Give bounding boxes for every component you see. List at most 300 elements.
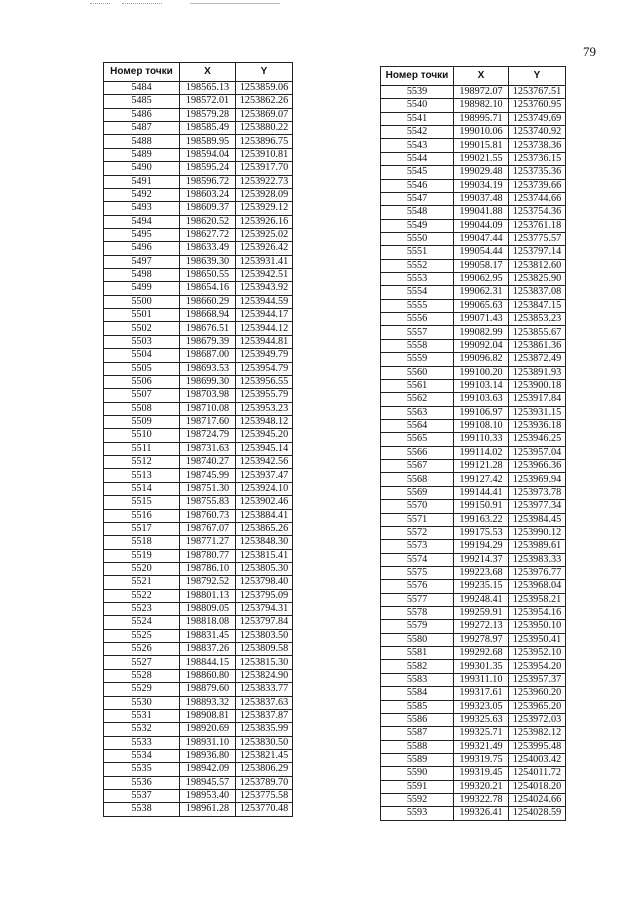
- cell-y: 1253952.10: [509, 647, 566, 660]
- cell-y: 1253917.70: [236, 162, 293, 175]
- cell-x: 198942.09: [180, 763, 236, 776]
- cell-y: 1253754.36: [509, 206, 566, 219]
- table-row: [381, 526, 566, 539]
- table-row: [104, 656, 293, 669]
- table-row: [381, 740, 566, 753]
- table-row: [104, 763, 293, 776]
- cell-point-number: 5563: [381, 406, 454, 419]
- cell-x: 198633.49: [180, 242, 236, 255]
- table-row: [381, 152, 566, 165]
- cell-x: 199320.21: [454, 780, 509, 793]
- table-row: [104, 362, 293, 375]
- cell-x: 199071.43: [454, 313, 509, 326]
- cell-x: 198650.55: [180, 269, 236, 282]
- cell-point-number: 5499: [104, 282, 180, 295]
- cell-point-number: 5514: [104, 482, 180, 495]
- cell-point-number: 5528: [104, 669, 180, 682]
- cell-y: 1253884.41: [236, 509, 293, 522]
- table-row: [104, 322, 293, 335]
- cell-y: 1253928.09: [236, 188, 293, 201]
- cell-point-number: 5567: [381, 460, 454, 473]
- cell-x: 198679.39: [180, 335, 236, 348]
- cell-point-number: 5538: [104, 803, 180, 816]
- cell-y: 1253944.12: [236, 322, 293, 335]
- table-row: [104, 469, 293, 482]
- cell-y: 1253862.26: [236, 95, 293, 108]
- cell-y: 1253900.18: [509, 379, 566, 392]
- cell-y: 1253767.51: [509, 86, 566, 99]
- cell-point-number: 5555: [381, 299, 454, 312]
- cell-x: 198936.80: [180, 749, 236, 762]
- cell-x: 199047.44: [454, 232, 509, 245]
- cell-point-number: 5591: [381, 780, 454, 793]
- cell-y: 1253775.57: [509, 232, 566, 245]
- cell-x: 199319.75: [454, 753, 509, 766]
- cell-x: 198945.57: [180, 776, 236, 789]
- cell-y: 1253872.49: [509, 353, 566, 366]
- cell-y: 1253977.34: [509, 500, 566, 513]
- cell-x: 198760.73: [180, 509, 236, 522]
- cell-point-number: 5547: [381, 192, 454, 205]
- cell-x: 198818.08: [180, 616, 236, 629]
- table-row: [104, 202, 293, 215]
- cell-x: 198717.60: [180, 415, 236, 428]
- cell-point-number: 5577: [381, 593, 454, 606]
- cell-y: 1253973.78: [509, 486, 566, 499]
- cell-x: 199311.10: [454, 673, 509, 686]
- cell-y: 1253942.51: [236, 269, 293, 282]
- cell-x: 198660.29: [180, 295, 236, 308]
- cell-y: 1253944.59: [236, 295, 293, 308]
- cell-x: 199029.48: [454, 166, 509, 179]
- cell-point-number: 5576: [381, 580, 454, 593]
- table-row: [381, 273, 566, 286]
- cell-point-number: 5571: [381, 513, 454, 526]
- cell-point-number: 5490: [104, 162, 180, 175]
- table-row: [104, 429, 293, 442]
- cell-point-number: 5536: [104, 776, 180, 789]
- cell-y: 1253926.42: [236, 242, 293, 255]
- table-row: [381, 794, 566, 807]
- table-row: [104, 148, 293, 161]
- cell-x: 198572.01: [180, 95, 236, 108]
- table-row: [104, 723, 293, 736]
- cell-y: 1253809.58: [236, 643, 293, 656]
- cell-y: 1253984.45: [509, 513, 566, 526]
- cell-point-number: 5494: [104, 215, 180, 228]
- cell-x: 199062.31: [454, 286, 509, 299]
- cell-point-number: 5548: [381, 206, 454, 219]
- cell-y: 1253944.81: [236, 335, 293, 348]
- cell-y: 1253989.61: [509, 540, 566, 553]
- cell-y: 1253937.47: [236, 469, 293, 482]
- cell-x: 198831.45: [180, 629, 236, 642]
- cell-point-number: 5539: [381, 86, 454, 99]
- cell-x: 198596.72: [180, 175, 236, 188]
- table-row: [381, 580, 566, 593]
- table-row: [104, 82, 293, 95]
- cell-y: 1253855.67: [509, 326, 566, 339]
- coordinates-table-left: [103, 62, 293, 817]
- table-row: [104, 603, 293, 616]
- cell-y: 1253965.20: [509, 700, 566, 713]
- cell-x: 198893.32: [180, 696, 236, 709]
- cell-x: 199103.14: [454, 379, 509, 392]
- cell-point-number: 5531: [104, 709, 180, 722]
- cell-x: 199010.06: [454, 126, 509, 139]
- cell-x: 199259.91: [454, 607, 509, 620]
- cell-x: 198982.10: [454, 99, 509, 112]
- cell-x: 198837.26: [180, 643, 236, 656]
- cell-y: 1253821.45: [236, 749, 293, 762]
- cell-y: 1253943.92: [236, 282, 293, 295]
- cell-y: 1253931.41: [236, 255, 293, 268]
- cell-y: 1253853.23: [509, 313, 566, 326]
- table-row: [381, 326, 566, 339]
- cell-y: 1253789.70: [236, 776, 293, 789]
- table-row: [104, 576, 293, 589]
- cell-point-number: 5503: [104, 335, 180, 348]
- cell-x: 198801.13: [180, 589, 236, 602]
- cell-point-number: 5580: [381, 633, 454, 646]
- cell-y: 1253982.12: [509, 727, 566, 740]
- cell-point-number: 5573: [381, 540, 454, 553]
- cell-x: 199301.35: [454, 660, 509, 673]
- cell-x: 199319.45: [454, 767, 509, 780]
- cell-x: 198745.99: [180, 469, 236, 482]
- cell-point-number: 5517: [104, 522, 180, 535]
- cell-point-number: 5561: [381, 379, 454, 392]
- table-body-left: [104, 82, 293, 817]
- cell-x: 198953.40: [180, 790, 236, 803]
- cell-x: 199034.19: [454, 179, 509, 192]
- cell-x: 199292.68: [454, 647, 509, 660]
- table-row: [104, 629, 293, 642]
- table-row: [381, 647, 566, 660]
- table-row: [104, 188, 293, 201]
- cell-point-number: 5581: [381, 647, 454, 660]
- cell-y: 1253770.48: [236, 803, 293, 816]
- cell-point-number: 5525: [104, 629, 180, 642]
- cell-y: 1253833.77: [236, 683, 293, 696]
- cell-point-number: 5549: [381, 219, 454, 232]
- cell-point-number: 5533: [104, 736, 180, 749]
- cell-x: 198693.53: [180, 362, 236, 375]
- table-row: [381, 313, 566, 326]
- cell-point-number: 5497: [104, 255, 180, 268]
- cell-y: 1253739.66: [509, 179, 566, 192]
- cell-point-number: 5526: [104, 643, 180, 656]
- cell-point-number: 5488: [104, 135, 180, 148]
- table-row: [381, 460, 566, 473]
- table-row: [381, 166, 566, 179]
- cell-point-number: 5535: [104, 763, 180, 776]
- table-row: [381, 660, 566, 673]
- table-row: [381, 633, 566, 646]
- cell-y: 1253824.90: [236, 669, 293, 682]
- table-row: [104, 282, 293, 295]
- cell-x: 199325.63: [454, 713, 509, 726]
- cell-x: 198699.30: [180, 375, 236, 388]
- table-row: [104, 776, 293, 789]
- cell-x: 199144.41: [454, 486, 509, 499]
- table-row: [381, 780, 566, 793]
- cell-y: 1253995.48: [509, 740, 566, 753]
- cell-point-number: 5487: [104, 122, 180, 135]
- cell-x: 198809.05: [180, 603, 236, 616]
- cell-point-number: 5587: [381, 727, 454, 740]
- scan-artifact-line: [122, 3, 162, 5]
- cell-y: 1253949.79: [236, 349, 293, 362]
- table-row: [104, 415, 293, 428]
- cell-y: 1253945.14: [236, 442, 293, 455]
- cell-point-number: 5590: [381, 767, 454, 780]
- cell-x: 198931.10: [180, 736, 236, 749]
- cell-x: 199108.10: [454, 419, 509, 432]
- cell-y: 1253929.12: [236, 202, 293, 215]
- table-row: [381, 379, 566, 392]
- cell-x: 199037.48: [454, 192, 509, 205]
- cell-point-number: 5512: [104, 456, 180, 469]
- cell-y: 1253960.20: [509, 687, 566, 700]
- cell-point-number: 5558: [381, 339, 454, 352]
- cell-x: 199323.05: [454, 700, 509, 713]
- cell-x: 199214.37: [454, 553, 509, 566]
- table-row: [104, 442, 293, 455]
- cell-x: 199100.20: [454, 366, 509, 379]
- cell-x: 198740.27: [180, 456, 236, 469]
- cell-point-number: 5532: [104, 723, 180, 736]
- cell-point-number: 5486: [104, 108, 180, 121]
- cell-x: 198595.24: [180, 162, 236, 175]
- cell-y: 1253955.79: [236, 389, 293, 402]
- cell-y: 1253812.60: [509, 259, 566, 272]
- cell-y: 1253837.87: [236, 709, 293, 722]
- cell-y: 1253744.66: [509, 192, 566, 205]
- table-row: [381, 192, 566, 205]
- cell-y: 1253902.46: [236, 496, 293, 509]
- cell-point-number: 5552: [381, 259, 454, 272]
- table-row: [104, 589, 293, 602]
- cell-x: 199106.97: [454, 406, 509, 419]
- cell-x: 199321.49: [454, 740, 509, 753]
- cell-point-number: 5513: [104, 469, 180, 482]
- cell-point-number: 5588: [381, 740, 454, 753]
- cell-point-number: 5518: [104, 536, 180, 549]
- column-header-y: Y: [509, 67, 566, 86]
- table-row: [104, 669, 293, 682]
- cell-y: 1253848.30: [236, 536, 293, 549]
- cell-y: 1253946.25: [509, 433, 566, 446]
- cell-point-number: 5551: [381, 246, 454, 259]
- cell-point-number: 5550: [381, 232, 454, 245]
- cell-x: 199044.09: [454, 219, 509, 232]
- page-number: 79: [583, 44, 596, 59]
- table-row: [104, 375, 293, 388]
- cell-x: 198687.00: [180, 349, 236, 362]
- table-row: [381, 99, 566, 112]
- table-row: [381, 673, 566, 686]
- table-row: [381, 700, 566, 713]
- table-row: [104, 162, 293, 175]
- cell-point-number: 5540: [381, 99, 454, 112]
- cell-x: 198565.13: [180, 82, 236, 95]
- cell-point-number: 5522: [104, 589, 180, 602]
- cell-y: 1253936.18: [509, 419, 566, 432]
- cell-x: 198780.77: [180, 549, 236, 562]
- cell-x: 199163.22: [454, 513, 509, 526]
- scan-artifact-line: [90, 3, 110, 5]
- cell-point-number: 5543: [381, 139, 454, 152]
- cell-y: 1253797.14: [509, 246, 566, 259]
- cell-x: 198710.08: [180, 402, 236, 415]
- table-row: [104, 803, 293, 816]
- cell-y: 1253950.41: [509, 633, 566, 646]
- cell-point-number: 5554: [381, 286, 454, 299]
- cell-x: 198844.15: [180, 656, 236, 669]
- cell-point-number: 5500: [104, 295, 180, 308]
- cell-x: 199082.99: [454, 326, 509, 339]
- cell-x: 198786.10: [180, 562, 236, 575]
- cell-point-number: 5534: [104, 749, 180, 762]
- cell-point-number: 5583: [381, 673, 454, 686]
- cell-point-number: 5559: [381, 353, 454, 366]
- cell-y: 1253880.22: [236, 122, 293, 135]
- column-header-x: X: [454, 67, 509, 86]
- cell-x: 198579.28: [180, 108, 236, 121]
- cell-point-number: 5495: [104, 228, 180, 241]
- cell-x: 199103.63: [454, 393, 509, 406]
- cell-y: 1253968.04: [509, 580, 566, 593]
- cell-point-number: 5527: [104, 656, 180, 669]
- cell-x: 198920.69: [180, 723, 236, 736]
- cell-x: 198755.83: [180, 496, 236, 509]
- table-row: [104, 228, 293, 241]
- cell-y: 1253740.92: [509, 126, 566, 139]
- cell-point-number: 5572: [381, 526, 454, 539]
- cell-x: 199278.97: [454, 633, 509, 646]
- cell-point-number: 5509: [104, 415, 180, 428]
- table-row: [381, 286, 566, 299]
- cell-y: 1253830.50: [236, 736, 293, 749]
- table-row: [104, 242, 293, 255]
- table-row: [381, 406, 566, 419]
- cell-y: 1253865.26: [236, 522, 293, 535]
- cell-point-number: 5542: [381, 126, 454, 139]
- cell-point-number: 5566: [381, 446, 454, 459]
- table-row: [104, 269, 293, 282]
- table-row: [104, 549, 293, 562]
- table-row: [381, 112, 566, 125]
- table-row: [381, 687, 566, 700]
- cell-y: 1253924.10: [236, 482, 293, 495]
- table-row: [381, 219, 566, 232]
- table-row: [381, 206, 566, 219]
- cell-point-number: 5519: [104, 549, 180, 562]
- table-row: [381, 259, 566, 272]
- table-header-row: [381, 67, 566, 86]
- table-row: [104, 95, 293, 108]
- cell-point-number: 5586: [381, 713, 454, 726]
- table-row: [104, 135, 293, 148]
- cell-point-number: 5557: [381, 326, 454, 339]
- table-row: [104, 696, 293, 709]
- cell-y: 1253859.06: [236, 82, 293, 95]
- cell-point-number: 5502: [104, 322, 180, 335]
- cell-x: 198594.04: [180, 148, 236, 161]
- cell-y: 1253931.15: [509, 406, 566, 419]
- table-row: [381, 593, 566, 606]
- cell-point-number: 5492: [104, 188, 180, 201]
- table-row: [104, 122, 293, 135]
- table-row: [381, 807, 566, 820]
- cell-y: 1253896.75: [236, 135, 293, 148]
- cell-point-number: 5504: [104, 349, 180, 362]
- cell-y: 1253837.08: [509, 286, 566, 299]
- cell-x: 199194.29: [454, 540, 509, 553]
- cell-x: 198609.37: [180, 202, 236, 215]
- cell-y: 1253761.18: [509, 219, 566, 232]
- table-row: [381, 339, 566, 352]
- cell-x: 198703.98: [180, 389, 236, 402]
- cell-x: 199248.41: [454, 593, 509, 606]
- cell-y: 1253966.36: [509, 460, 566, 473]
- table-row: [104, 456, 293, 469]
- cell-y: 1253958.21: [509, 593, 566, 606]
- cell-point-number: 5496: [104, 242, 180, 255]
- cell-point-number: 5516: [104, 509, 180, 522]
- cell-point-number: 5537: [104, 790, 180, 803]
- table-row: [381, 713, 566, 726]
- cell-point-number: 5484: [104, 82, 180, 95]
- table-row: [381, 620, 566, 633]
- cell-y: 1253835.99: [236, 723, 293, 736]
- cell-x: 199235.15: [454, 580, 509, 593]
- table-row: [381, 126, 566, 139]
- cell-x: 199223.68: [454, 566, 509, 579]
- cell-y: 1253956.55: [236, 375, 293, 388]
- cell-x: 198961.28: [180, 803, 236, 816]
- table-row: [381, 139, 566, 152]
- table-row: [381, 353, 566, 366]
- table-row: [104, 616, 293, 629]
- cell-point-number: 5545: [381, 166, 454, 179]
- table-row: [381, 232, 566, 245]
- cell-point-number: 5565: [381, 433, 454, 446]
- table-row: [381, 727, 566, 740]
- table-row: [381, 566, 566, 579]
- cell-y: 1253815.30: [236, 656, 293, 669]
- cell-point-number: 5520: [104, 562, 180, 575]
- cell-x: 199065.63: [454, 299, 509, 312]
- cell-point-number: 5562: [381, 393, 454, 406]
- table-row: [381, 366, 566, 379]
- cell-y: 1253738.36: [509, 139, 566, 152]
- table-row: [381, 607, 566, 620]
- table-row: [381, 446, 566, 459]
- cell-x: 198995.71: [454, 112, 509, 125]
- table-row: [104, 509, 293, 522]
- cell-x: 198908.81: [180, 709, 236, 722]
- cell-y: 1253803.50: [236, 629, 293, 642]
- table-row: [381, 246, 566, 259]
- table-row: [104, 295, 293, 308]
- table-row: [381, 540, 566, 553]
- cell-point-number: 5574: [381, 553, 454, 566]
- cell-point-number: 5524: [104, 616, 180, 629]
- cell-point-number: 5592: [381, 794, 454, 807]
- cell-point-number: 5575: [381, 566, 454, 579]
